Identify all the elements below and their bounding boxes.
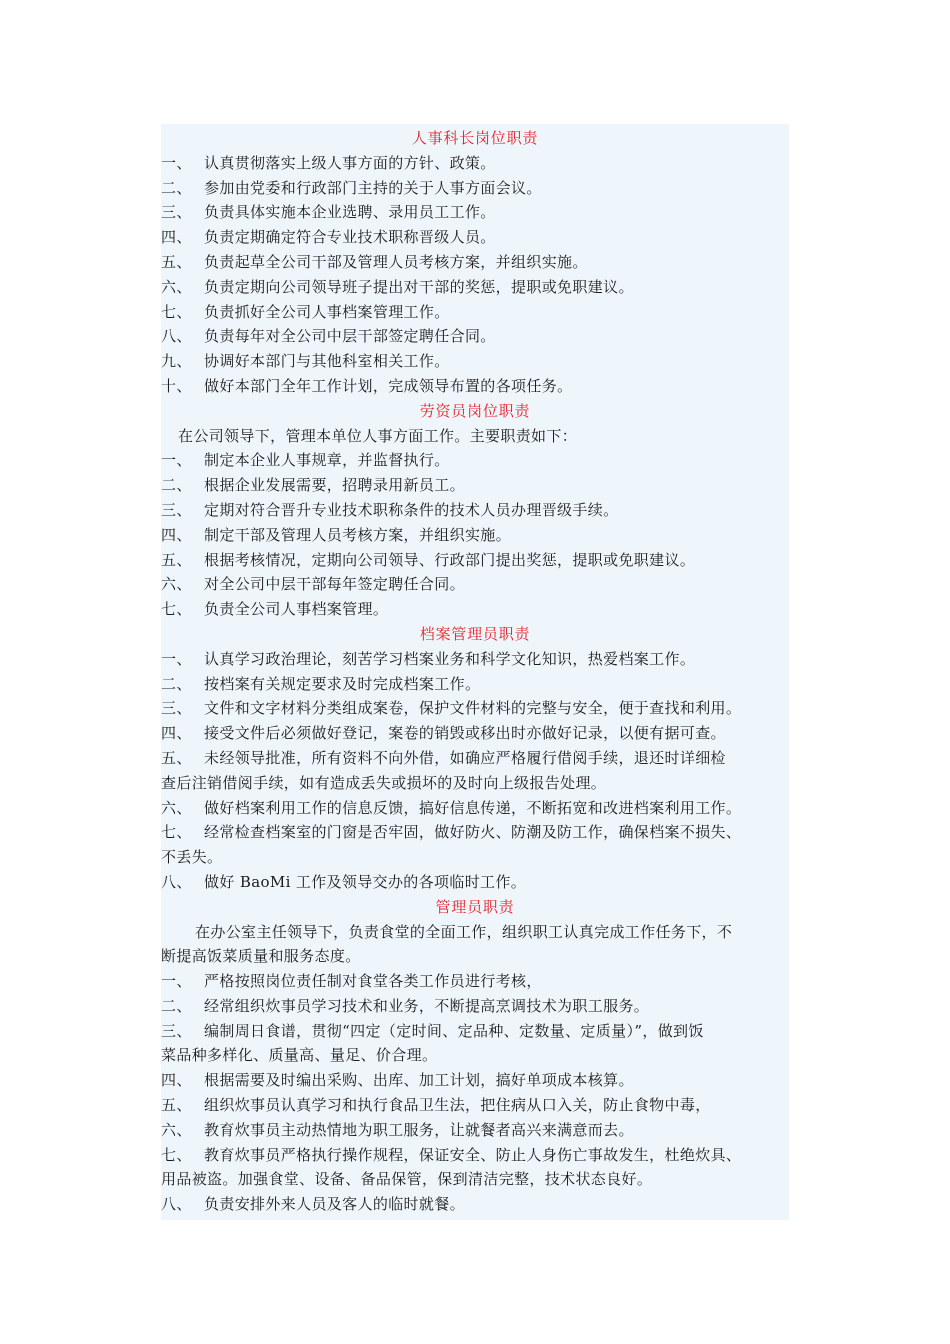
section-title: 人事科长岗位职责	[411, 129, 539, 147]
item-text: 负责具体实施本企业选聘、录用员工工作。	[204, 203, 496, 222]
item-text-continuation: 菜品种多样化、质量高、量足、价合理。	[161, 1046, 438, 1065]
section-title: 劳资员岗位职责	[419, 401, 531, 420]
item-text-continuation: 查后注销借阅手续，如有造成丢失或损坏的及时向上级报告处理。	[161, 773, 607, 792]
item-number: 七、	[161, 600, 192, 619]
section-intro: 在公司领导下，管理本单位人事方面工作。主要职责如下：	[178, 426, 578, 445]
item-text: 制定干部及管理人员考核方案，并组织实施。	[204, 525, 512, 544]
list-item	[161, 1019, 789, 1044]
list-item	[161, 572, 789, 597]
list-item	[161, 721, 789, 746]
item-number: 三、	[161, 699, 192, 718]
item-text: 做好档案利用工作的信息反馈，搞好信息传递，不断拓宽和改进档案利用工作。	[204, 798, 742, 817]
list-item	[161, 324, 789, 349]
list-item	[161, 275, 789, 300]
item-text: 教育炊事员主动热情地为职工服务，让就餐者高兴来满意而去。	[204, 1120, 634, 1139]
item-number: 四、	[161, 525, 192, 544]
list-item	[161, 300, 789, 325]
item-number: 二、	[161, 178, 192, 197]
item-number: 四、	[161, 1071, 192, 1090]
list-item	[161, 696, 789, 721]
item-number: 二、	[161, 476, 192, 495]
item-number: 二、	[161, 674, 192, 693]
item-text: 未经领导批准，所有资料不向外借，如确应严格履行借阅手续，退还时详细检	[204, 748, 726, 767]
item-text: 根据考核情况，定期向公司领导、行政部门提出奖惩，提职或免职建议。	[204, 550, 696, 569]
list-item	[161, 498, 789, 523]
item-number: 四、	[161, 228, 192, 247]
item-number: 八、	[161, 872, 192, 891]
item-number: 一、	[161, 972, 192, 991]
item-number: 六、	[161, 798, 192, 817]
item-number: 一、	[161, 649, 192, 668]
item-text-continuation: 用品被盗。加强食堂、设备、备品保管，保到清洁完整，技术状态良好。	[161, 1170, 653, 1189]
item-number: 五、	[161, 1096, 192, 1115]
list-item	[161, 647, 789, 672]
section-intro-continuation: 断提高饭菜质量和服务态度。	[161, 947, 361, 966]
item-text: 负责安排外来人员及客人的临时就餐。	[204, 1195, 465, 1214]
item-text: 负责起草全公司干部及管理人员考核方案，并组织实施。	[204, 252, 588, 271]
list-item	[161, 1192, 789, 1217]
item-text: 经常组织炊事员学习技术和业务，不断提高烹调技术为职工服务。	[204, 996, 650, 1015]
item-text: 组织炊事员认真学习和执行食品卫生法，把住病从口入关，防止食物中毒，	[204, 1096, 711, 1115]
item-text: 严格按照岗位责任制对食堂各类工作员进行考核，	[204, 972, 542, 991]
item-number: 一、	[161, 451, 192, 470]
item-text: 按档案有关规定要求及时完成档案工作。	[204, 674, 481, 693]
list-item	[161, 672, 789, 697]
item-text: 协调好本部门与其他科室相关工作。	[204, 352, 450, 371]
section-title: 档案管理员职责	[419, 624, 531, 643]
item-number: 八、	[161, 1195, 192, 1214]
list-item	[161, 994, 789, 1019]
list-item	[161, 548, 789, 573]
item-text: 制定本企业人事规章，并监督执行。	[204, 451, 450, 470]
list-item	[161, 225, 789, 250]
list-item	[161, 1143, 789, 1168]
section-title: 管理员职责	[435, 897, 515, 916]
list-item	[161, 969, 789, 994]
item-number: 四、	[161, 724, 192, 743]
item-text: 根据企业发展需要，招聘录用新员工。	[204, 476, 465, 495]
list-item	[161, 1093, 789, 1118]
document-page	[161, 124, 789, 1220]
list-item	[161, 473, 789, 498]
list-item	[161, 796, 789, 821]
item-text: 接受文件后必须做好登记，案卷的销毁或移出时亦做好记录，以便有据可查。	[204, 724, 726, 743]
list-item	[161, 746, 789, 771]
item-number: 三、	[161, 203, 192, 222]
list-item	[161, 200, 789, 225]
item-number: 五、	[161, 550, 192, 569]
item-text: 认真贯彻落实上级人事方面的方针、政策。	[204, 153, 496, 172]
item-number: 七、	[161, 1145, 192, 1164]
list-item	[161, 448, 789, 473]
list-item	[161, 523, 789, 548]
item-text: 对全公司中层干部每年签定聘任合同。	[204, 575, 465, 594]
item-text: 负责每年对全公司中层干部签定聘任合同。	[204, 327, 496, 346]
item-text: 认真学习政治理论，刻苦学习档案业务和科学文化知识，热爱档案工作。	[204, 649, 696, 668]
item-text: 负责抓好全公司人事档案管理工作。	[204, 302, 450, 321]
item-number: 二、	[161, 996, 192, 1015]
list-item	[161, 374, 789, 399]
item-number: 六、	[161, 575, 192, 594]
list-item	[161, 151, 789, 176]
item-text: 编制周日食谱，贯彻“四定（定时间、定品种、定数量、定质量）”，做到饭	[204, 1021, 704, 1040]
section-intro: 在办公室主任领导下，负责食堂的全面工作，组织职工认真完成工作任务下，不	[195, 922, 733, 941]
item-text: 做好本部门全年工作计划，完成领导布置的各项任务。	[204, 376, 573, 395]
list-item	[161, 1068, 789, 1093]
item-number: 七、	[161, 823, 192, 842]
item-text: 负责定期确定符合专业技术职称晋级人员。	[204, 228, 496, 247]
list-item	[161, 1118, 789, 1143]
item-text: 教育炊事员严格执行操作规程，保证安全、防止人身伤亡事故发生，杜绝炊具、	[204, 1145, 742, 1164]
item-number: 八、	[161, 327, 192, 346]
item-text-continuation: 不丢失。	[161, 848, 223, 867]
list-item	[161, 870, 789, 895]
item-number: 六、	[161, 1120, 192, 1139]
list-item	[161, 349, 789, 374]
list-item	[161, 597, 789, 622]
item-number: 十、	[161, 376, 192, 395]
item-number: 一、	[161, 153, 192, 172]
item-text: 参加由党委和行政部门主持的关于人事方面会议。	[204, 178, 542, 197]
item-number: 三、	[161, 1021, 192, 1040]
item-number: 六、	[161, 277, 192, 296]
item-text: 文件和文字材料分类组成案卷，保护文件材料的完整与安全，便于查找和利用。	[204, 699, 742, 718]
item-text: 定期对符合晋升专业技术职称条件的技术人员办理晋级手续。	[204, 500, 619, 519]
item-text: 经常检查档案室的门窗是否牢固，做好防火、防潮及防工作，确保档案不损失、	[204, 823, 742, 842]
list-item	[161, 176, 789, 201]
item-number: 五、	[161, 748, 192, 767]
item-number: 五、	[161, 252, 192, 271]
item-text: 负责定期向公司领导班子提出对干部的奖惩，提职或免职建议。	[204, 277, 634, 296]
item-text: 做好 BaoMi 工作及领导交办的各项临时工作。	[204, 872, 527, 891]
item-number: 七、	[161, 302, 192, 321]
item-text: 根据需要及时编出采购、出库、加工计划，搞好单项成本核算。	[204, 1071, 634, 1090]
item-number: 九、	[161, 352, 192, 371]
list-item	[161, 250, 789, 275]
item-number: 三、	[161, 500, 192, 519]
item-text: 负责全公司人事档案管理。	[204, 600, 389, 619]
list-item	[161, 820, 789, 845]
